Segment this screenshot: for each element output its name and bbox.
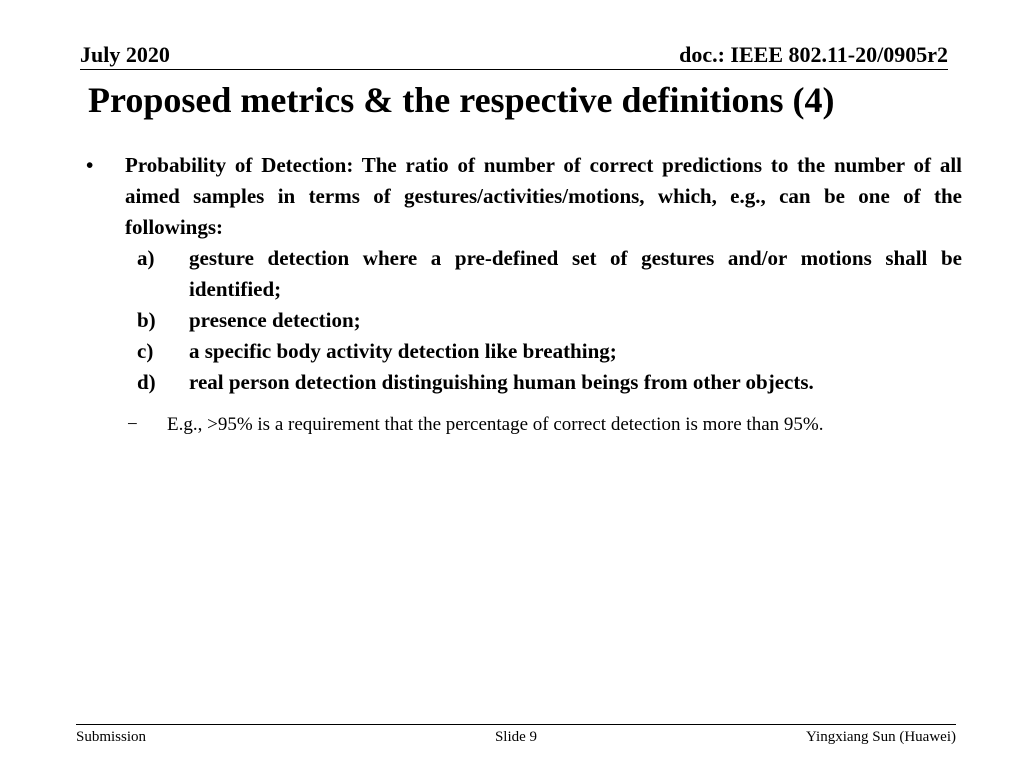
list-item-text: presence detection; bbox=[189, 308, 361, 332]
note-text: E.g., >95% is a requirement that the percentage of correct detection is more than 95%. bbox=[167, 414, 824, 435]
slide-title: Proposed metrics & the respective definitions (4) bbox=[88, 80, 835, 120]
footer-slide-number: Slide 9 bbox=[494, 729, 538, 745]
bullet-text: Probability of Detection: The ratio of number of correct predictions to the number of all aimed samples in terms of gestures/activities/motions, which, e.g., can be one of the followings: bbox=[125, 153, 962, 239]
note-item bbox=[125, 412, 962, 438]
footer-submission: Submission bbox=[76, 729, 147, 745]
list-item-text: real person detection distinguishing human beings from other objects. bbox=[189, 370, 814, 394]
bullet-item bbox=[86, 150, 962, 243]
list-item-letter: c) bbox=[137, 339, 154, 363]
list-item-letter: d) bbox=[137, 370, 156, 394]
list-item-text: gesture detection where a pre-defined set of gestures and/or motions shall be identified; bbox=[189, 246, 962, 301]
footer-divider bbox=[76, 724, 956, 725]
slide-body bbox=[86, 150, 962, 438]
list-item bbox=[125, 367, 962, 398]
footer-author: Yingxiang Sun (Huawei) bbox=[806, 729, 956, 745]
list-item bbox=[125, 336, 962, 367]
list-item-letter: b) bbox=[137, 308, 156, 332]
list-item-letter: a) bbox=[137, 246, 155, 270]
list-item-text: a specific body activity detection like breathing; bbox=[189, 339, 617, 363]
header-doc-id: doc.: IEEE 802.11-20/0905r2 bbox=[679, 42, 948, 67]
note-marker: − bbox=[127, 414, 138, 435]
header-divider bbox=[80, 69, 948, 70]
bullet-marker: • bbox=[86, 153, 94, 177]
list-item bbox=[125, 305, 962, 336]
header-date: July 2020 bbox=[80, 42, 170, 67]
list-item bbox=[125, 243, 962, 305]
sub-list bbox=[125, 243, 962, 398]
